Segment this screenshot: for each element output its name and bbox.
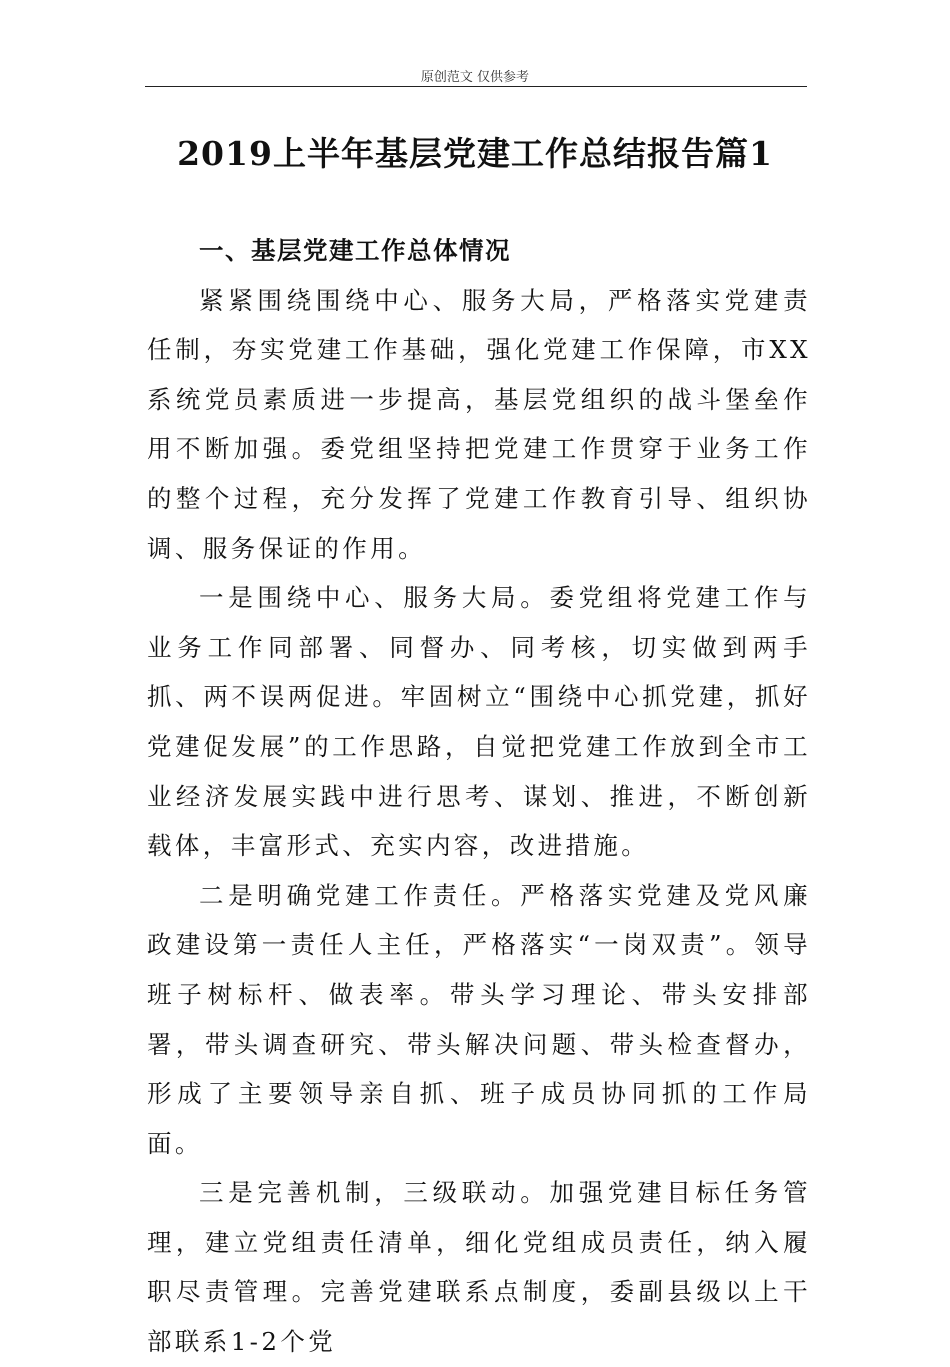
body-paragraph: 紧紧围绕围绕中心、服务大局，严格落实党建责任制，夯实党建工作基础，强化党建工作保障，市XX系统党员素质进一步提高，基层党组织的战斗堡垒作用不断加强。委党组坚持把党建工作贯穿于业务工作的整个过程，充分发挥了党建工作教育引导、组织协调、服务保证的作用。 (147, 285, 811, 563)
page-header-text: 原创范文 仅供参考 (420, 70, 530, 85)
header-divider (145, 86, 807, 87)
section-heading: 一、基层党建工作总体情况 (199, 236, 511, 265)
body-paragraph: 三是完善机制，三级联动。加强党建目标任务管理，建立党组责任清单，细化党组成员责任，纳入履职尽责管理。完善党建联系点制度，委副县级以上干部联系1-2个党 (147, 1178, 811, 1357)
body-paragraph: 一是围绕中心、服务大局。委党组将党建工作与业务工作同部署、同督办、同考核，切实做到两手抓、两不误两促进。牢固树立“围绕中心抓党建，抓好党建促发展”的工作思路，自觉把党建工作放到全市工业经济发展实践中进行思考、谋划、推进，不断创新载体，丰富形式、充实内容，改进措施。 (147, 583, 811, 861)
document-title: 2019上半年基层党建工作总结报告篇1 (177, 134, 773, 173)
body-paragraph: 二是明确党建工作责任。严格落实党建及党风廉政建设第一责任人主任，严格落实“一岗双责”。领导班子树标杆、做表率。带头学习理论、带头安排部署，带头调查研究、带头解决问题、带头检查督办，形成了主要领导亲自抓、班子成员协同抓的工作局面。 (147, 880, 811, 1158)
document-body (147, 226, 811, 1367)
